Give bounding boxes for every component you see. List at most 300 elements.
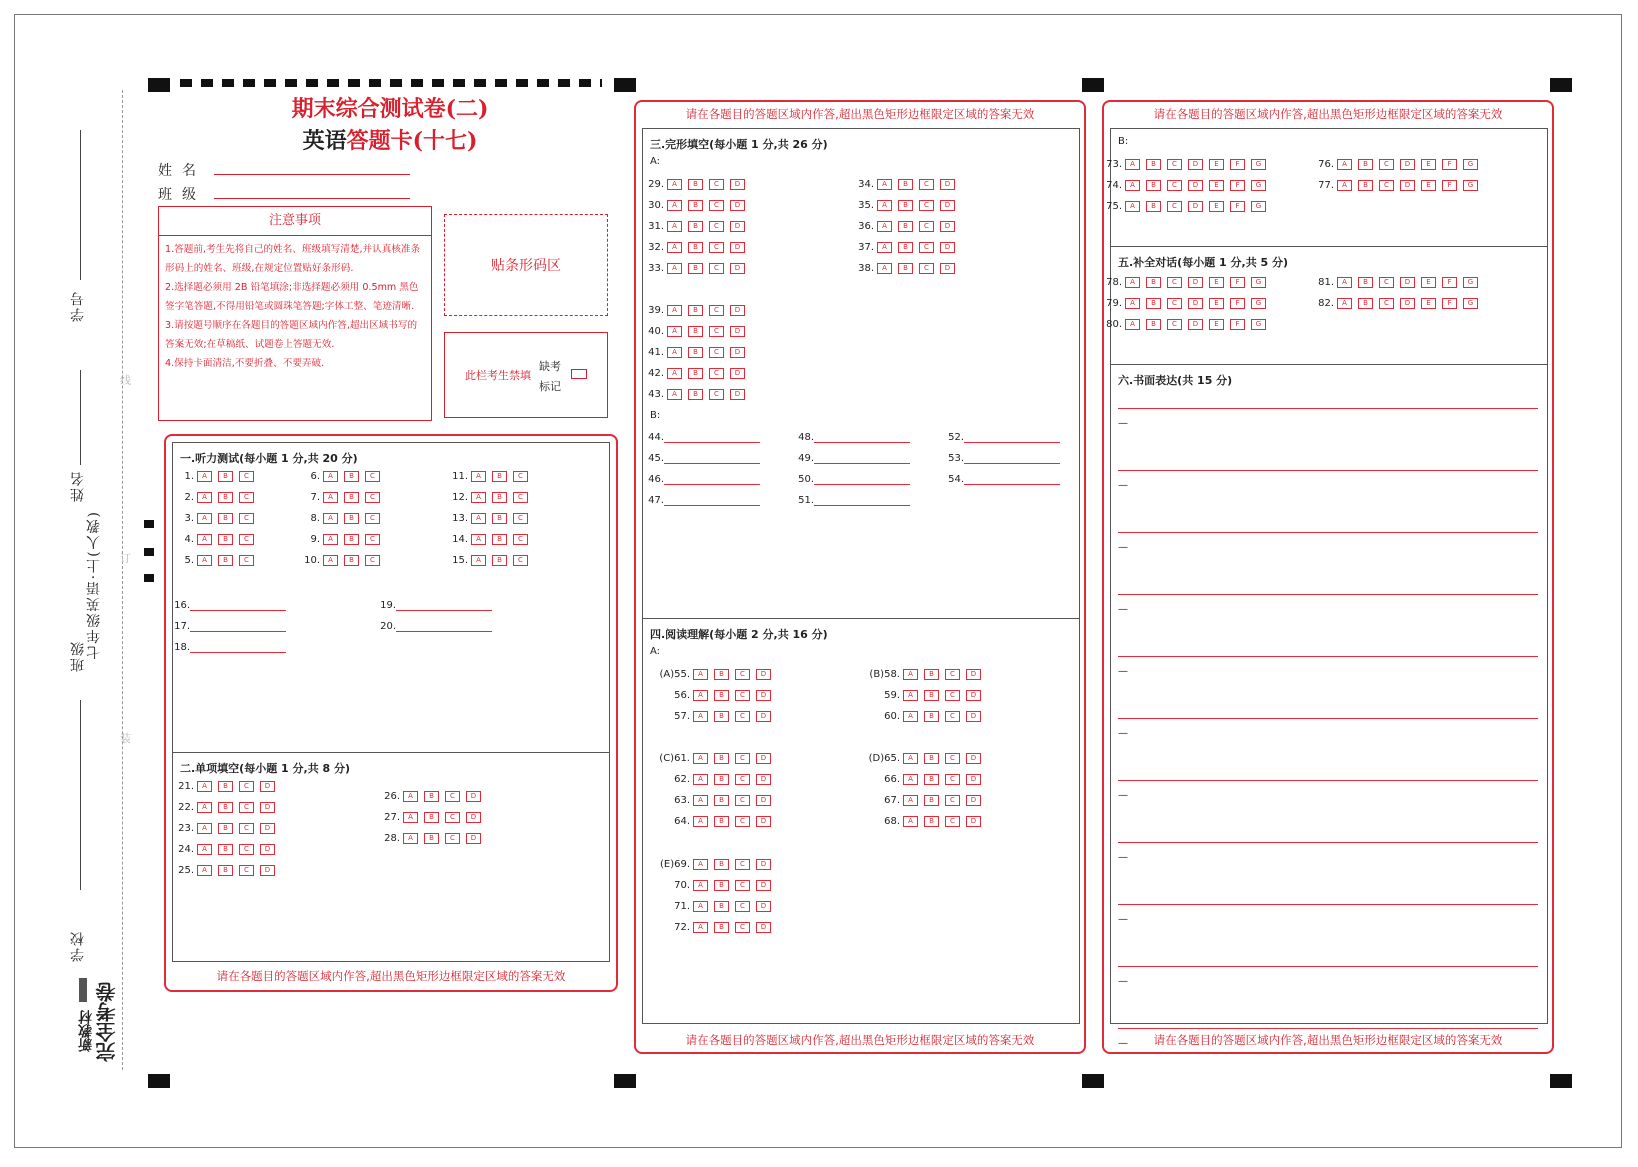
answer-bubble-c[interactable]: C bbox=[1379, 159, 1394, 170]
writing-line[interactable] bbox=[1118, 656, 1538, 657]
answer-bubble-b[interactable]: B bbox=[344, 492, 359, 503]
answer-blank[interactable] bbox=[664, 451, 760, 464]
answer-blank[interactable] bbox=[664, 430, 760, 443]
answer-bubble-a[interactable]: A bbox=[667, 368, 682, 379]
answer-blank[interactable] bbox=[396, 598, 492, 611]
answer-bubble-b[interactable]: B bbox=[492, 471, 507, 482]
answer-bubble-d[interactable]: D bbox=[730, 347, 745, 358]
answer-bubble-c[interactable]: C bbox=[239, 823, 254, 834]
answer-bubble-b[interactable]: B bbox=[1358, 180, 1373, 191]
answer-bubble-c[interactable]: C bbox=[513, 534, 528, 545]
answer-bubble-a[interactable]: A bbox=[877, 200, 892, 211]
answer-bubble-f[interactable]: F bbox=[1230, 319, 1245, 330]
writing-line[interactable] bbox=[1118, 532, 1538, 533]
answer-bubble-d[interactable]: D bbox=[966, 753, 981, 764]
answer-bubble-a[interactable]: A bbox=[667, 242, 682, 253]
answer-bubble-c[interactable]: C bbox=[709, 347, 724, 358]
answer-bubble-a[interactable]: A bbox=[693, 859, 708, 870]
answer-bubble-f[interactable]: F bbox=[1442, 180, 1457, 191]
answer-bubble-g[interactable]: G bbox=[1251, 180, 1266, 191]
answer-bubble-c[interactable]: C bbox=[1167, 319, 1182, 330]
answer-bubble-f[interactable]: F bbox=[1230, 180, 1245, 191]
answer-bubble-b[interactable]: B bbox=[1146, 298, 1161, 309]
answer-bubble-c[interactable]: C bbox=[709, 221, 724, 232]
answer-bubble-c[interactable]: C bbox=[1379, 277, 1394, 288]
answer-bubble-c[interactable]: C bbox=[709, 263, 724, 274]
answer-bubble-a[interactable]: A bbox=[903, 816, 918, 827]
answer-bubble-b[interactable]: B bbox=[688, 242, 703, 253]
answer-bubble-c[interactable]: C bbox=[1167, 201, 1182, 212]
answer-bubble-d[interactable]: D bbox=[966, 669, 981, 680]
answer-bubble-a[interactable]: A bbox=[667, 221, 682, 232]
answer-bubble-a[interactable]: A bbox=[693, 753, 708, 764]
answer-bubble-g[interactable]: G bbox=[1251, 159, 1266, 170]
answer-bubble-c[interactable]: C bbox=[945, 795, 960, 806]
answer-bubble-c[interactable]: C bbox=[709, 200, 724, 211]
answer-blank[interactable] bbox=[190, 598, 286, 611]
answer-bubble-d[interactable]: D bbox=[940, 200, 955, 211]
answer-bubble-b[interactable]: B bbox=[218, 513, 233, 524]
answer-bubble-d[interactable]: D bbox=[1400, 298, 1415, 309]
answer-bubble-c[interactable]: C bbox=[735, 774, 750, 785]
answer-bubble-c[interactable]: C bbox=[239, 844, 254, 855]
answer-bubble-c[interactable]: C bbox=[445, 791, 460, 802]
answer-bubble-c[interactable]: C bbox=[513, 492, 528, 503]
answer-bubble-c[interactable]: C bbox=[735, 816, 750, 827]
answer-bubble-c[interactable]: C bbox=[1167, 159, 1182, 170]
answer-bubble-d[interactable]: D bbox=[466, 791, 481, 802]
answer-bubble-d[interactable]: D bbox=[756, 774, 771, 785]
answer-bubble-c[interactable]: C bbox=[513, 555, 528, 566]
answer-bubble-c[interactable]: C bbox=[239, 471, 254, 482]
writing-line[interactable] bbox=[1118, 594, 1538, 595]
answer-bubble-d[interactable]: D bbox=[940, 242, 955, 253]
answer-bubble-a[interactable]: A bbox=[693, 795, 708, 806]
answer-bubble-a[interactable]: A bbox=[903, 669, 918, 680]
answer-bubble-b[interactable]: B bbox=[714, 901, 729, 912]
answer-bubble-c[interactable]: C bbox=[945, 690, 960, 701]
answer-bubble-d[interactable]: D bbox=[966, 795, 981, 806]
answer-bubble-b[interactable]: B bbox=[898, 179, 913, 190]
answer-blank[interactable] bbox=[190, 640, 286, 653]
answer-bubble-c[interactable]: C bbox=[445, 833, 460, 844]
answer-bubble-d[interactable]: D bbox=[966, 816, 981, 827]
answer-bubble-a[interactable]: A bbox=[197, 534, 212, 545]
answer-bubble-b[interactable]: B bbox=[492, 492, 507, 503]
answer-bubble-a[interactable]: A bbox=[197, 471, 212, 482]
answer-bubble-d[interactable]: D bbox=[730, 326, 745, 337]
answer-bubble-f[interactable]: F bbox=[1442, 277, 1457, 288]
answer-bubble-c[interactable]: C bbox=[945, 753, 960, 764]
answer-bubble-b[interactable]: B bbox=[924, 711, 939, 722]
answer-bubble-a[interactable]: A bbox=[323, 513, 338, 524]
answer-bubble-d[interactable]: D bbox=[466, 833, 481, 844]
answer-bubble-f[interactable]: F bbox=[1442, 159, 1457, 170]
answer-bubble-d[interactable]: D bbox=[756, 859, 771, 870]
answer-bubble-a[interactable]: A bbox=[1125, 319, 1140, 330]
answer-bubble-d[interactable]: D bbox=[940, 263, 955, 274]
answer-bubble-c[interactable]: C bbox=[735, 922, 750, 933]
answer-bubble-a[interactable]: A bbox=[323, 534, 338, 545]
answer-bubble-c[interactable]: C bbox=[709, 179, 724, 190]
answer-bubble-a[interactable]: A bbox=[667, 179, 682, 190]
answer-bubble-b[interactable]: B bbox=[714, 795, 729, 806]
answer-bubble-c[interactable]: C bbox=[1379, 180, 1394, 191]
answer-bubble-d[interactable]: D bbox=[730, 389, 745, 400]
answer-bubble-c[interactable]: C bbox=[709, 389, 724, 400]
answer-bubble-b[interactable]: B bbox=[218, 555, 233, 566]
answer-bubble-b[interactable]: B bbox=[424, 791, 439, 802]
answer-bubble-d[interactable]: D bbox=[966, 711, 981, 722]
answer-bubble-b[interactable]: B bbox=[344, 471, 359, 482]
answer-bubble-a[interactable]: A bbox=[903, 690, 918, 701]
answer-bubble-a[interactable]: A bbox=[903, 753, 918, 764]
answer-bubble-b[interactable]: B bbox=[218, 865, 233, 876]
answer-bubble-d[interactable]: D bbox=[1400, 277, 1415, 288]
answer-bubble-b[interactable]: B bbox=[1358, 159, 1373, 170]
answer-bubble-c[interactable]: C bbox=[239, 534, 254, 545]
answer-bubble-c[interactable]: C bbox=[709, 242, 724, 253]
answer-bubble-b[interactable]: B bbox=[924, 753, 939, 764]
answer-bubble-c[interactable]: C bbox=[735, 711, 750, 722]
answer-bubble-d[interactable]: D bbox=[730, 221, 745, 232]
answer-bubble-a[interactable]: A bbox=[667, 389, 682, 400]
answer-bubble-a[interactable]: A bbox=[403, 833, 418, 844]
answer-bubble-e[interactable]: E bbox=[1209, 180, 1224, 191]
answer-bubble-c[interactable]: C bbox=[919, 242, 934, 253]
answer-bubble-b[interactable]: B bbox=[714, 880, 729, 891]
answer-bubble-c[interactable]: C bbox=[945, 774, 960, 785]
answer-bubble-a[interactable]: A bbox=[197, 823, 212, 834]
answer-bubble-b[interactable]: B bbox=[688, 305, 703, 316]
writing-line[interactable] bbox=[1118, 966, 1538, 967]
answer-bubble-a[interactable]: A bbox=[197, 844, 212, 855]
answer-bubble-b[interactable]: B bbox=[218, 781, 233, 792]
answer-bubble-g[interactable]: G bbox=[1251, 298, 1266, 309]
answer-bubble-e[interactable]: E bbox=[1421, 159, 1436, 170]
answer-bubble-a[interactable]: A bbox=[693, 669, 708, 680]
answer-blank[interactable] bbox=[814, 430, 910, 443]
answer-bubble-d[interactable]: D bbox=[1188, 180, 1203, 191]
answer-bubble-e[interactable]: E bbox=[1209, 319, 1224, 330]
answer-bubble-c[interactable]: C bbox=[919, 263, 934, 274]
answer-bubble-c[interactable]: C bbox=[239, 865, 254, 876]
answer-bubble-a[interactable]: A bbox=[197, 555, 212, 566]
answer-bubble-b[interactable]: B bbox=[898, 263, 913, 274]
answer-bubble-b[interactable]: B bbox=[688, 326, 703, 337]
answer-blank[interactable] bbox=[664, 472, 760, 485]
answer-bubble-c[interactable]: C bbox=[919, 221, 934, 232]
answer-bubble-b[interactable]: B bbox=[898, 242, 913, 253]
answer-bubble-b[interactable]: B bbox=[714, 690, 729, 701]
answer-bubble-f[interactable]: F bbox=[1230, 277, 1245, 288]
answer-bubble-b[interactable]: B bbox=[1146, 319, 1161, 330]
answer-bubble-c[interactable]: C bbox=[919, 200, 934, 211]
answer-bubble-b[interactable]: B bbox=[218, 802, 233, 813]
answer-bubble-a[interactable]: A bbox=[1125, 159, 1140, 170]
answer-blank[interactable] bbox=[964, 472, 1060, 485]
answer-bubble-c[interactable]: C bbox=[1167, 277, 1182, 288]
answer-bubble-g[interactable]: G bbox=[1463, 277, 1478, 288]
answer-bubble-f[interactable]: F bbox=[1442, 298, 1457, 309]
answer-bubble-b[interactable]: B bbox=[688, 389, 703, 400]
answer-bubble-a[interactable]: A bbox=[877, 221, 892, 232]
answer-bubble-b[interactable]: B bbox=[344, 513, 359, 524]
answer-bubble-d[interactable]: D bbox=[756, 690, 771, 701]
answer-bubble-d[interactable]: D bbox=[466, 812, 481, 823]
answer-bubble-d[interactable]: D bbox=[756, 711, 771, 722]
answer-bubble-e[interactable]: E bbox=[1209, 298, 1224, 309]
answer-bubble-d[interactable]: D bbox=[966, 690, 981, 701]
answer-bubble-a[interactable]: A bbox=[667, 263, 682, 274]
answer-bubble-a[interactable]: A bbox=[323, 471, 338, 482]
answer-bubble-c[interactable]: C bbox=[365, 513, 380, 524]
answer-bubble-a[interactable]: A bbox=[1337, 180, 1352, 191]
answer-bubble-d[interactable]: D bbox=[1400, 159, 1415, 170]
answer-bubble-g[interactable]: G bbox=[1251, 201, 1266, 212]
answer-bubble-f[interactable]: F bbox=[1230, 201, 1245, 212]
answer-blank[interactable] bbox=[664, 493, 760, 506]
answer-bubble-c[interactable]: C bbox=[239, 781, 254, 792]
writing-line[interactable] bbox=[1118, 718, 1538, 719]
answer-bubble-d[interactable]: D bbox=[730, 242, 745, 253]
answer-bubble-d[interactable]: D bbox=[940, 179, 955, 190]
answer-bubble-d[interactable]: D bbox=[756, 753, 771, 764]
answer-bubble-b[interactable]: B bbox=[688, 347, 703, 358]
answer-bubble-d[interactable]: D bbox=[260, 844, 275, 855]
answer-bubble-a[interactable]: A bbox=[1125, 201, 1140, 212]
answer-bubble-c[interactable]: C bbox=[735, 690, 750, 701]
answer-bubble-a[interactable]: A bbox=[903, 711, 918, 722]
answer-bubble-c[interactable]: C bbox=[513, 471, 528, 482]
answer-bubble-c[interactable]: C bbox=[735, 753, 750, 764]
answer-bubble-d[interactable]: D bbox=[730, 200, 745, 211]
answer-bubble-b[interactable]: B bbox=[1146, 277, 1161, 288]
answer-bubble-c[interactable]: C bbox=[365, 492, 380, 503]
answer-blank[interactable] bbox=[814, 451, 910, 464]
answer-bubble-c[interactable]: C bbox=[239, 555, 254, 566]
answer-bubble-a[interactable]: A bbox=[471, 492, 486, 503]
answer-bubble-c[interactable]: C bbox=[239, 802, 254, 813]
answer-bubble-e[interactable]: E bbox=[1421, 298, 1436, 309]
class-field[interactable] bbox=[214, 198, 410, 199]
answer-bubble-b[interactable]: B bbox=[218, 471, 233, 482]
writing-line[interactable] bbox=[1118, 780, 1538, 781]
answer-blank[interactable] bbox=[814, 493, 910, 506]
answer-bubble-b[interactable]: B bbox=[218, 823, 233, 834]
answer-bubble-d[interactable]: D bbox=[756, 669, 771, 680]
answer-bubble-a[interactable]: A bbox=[403, 791, 418, 802]
answer-bubble-d[interactable]: D bbox=[1188, 277, 1203, 288]
answer-bubble-b[interactable]: B bbox=[1358, 277, 1373, 288]
answer-bubble-b[interactable]: B bbox=[688, 263, 703, 274]
answer-bubble-a[interactable]: A bbox=[1337, 277, 1352, 288]
answer-blank[interactable] bbox=[814, 472, 910, 485]
answer-bubble-c[interactable]: C bbox=[239, 513, 254, 524]
answer-bubble-a[interactable]: A bbox=[693, 922, 708, 933]
answer-bubble-b[interactable]: B bbox=[898, 221, 913, 232]
answer-bubble-b[interactable]: B bbox=[1146, 180, 1161, 191]
answer-bubble-b[interactable]: B bbox=[492, 534, 507, 545]
answer-bubble-f[interactable]: F bbox=[1230, 298, 1245, 309]
answer-bubble-b[interactable]: B bbox=[714, 816, 729, 827]
answer-bubble-b[interactable]: B bbox=[1146, 201, 1161, 212]
answer-bubble-a[interactable]: A bbox=[197, 865, 212, 876]
answer-bubble-a[interactable]: A bbox=[693, 816, 708, 827]
answer-bubble-g[interactable]: G bbox=[1463, 298, 1478, 309]
answer-bubble-b[interactable]: B bbox=[688, 221, 703, 232]
answer-bubble-a[interactable]: A bbox=[693, 880, 708, 891]
answer-bubble-d[interactable]: D bbox=[1188, 298, 1203, 309]
answer-bubble-a[interactable]: A bbox=[667, 305, 682, 316]
answer-bubble-a[interactable]: A bbox=[471, 555, 486, 566]
answer-bubble-b[interactable]: B bbox=[492, 513, 507, 524]
answer-bubble-b[interactable]: B bbox=[688, 368, 703, 379]
answer-bubble-b[interactable]: B bbox=[424, 812, 439, 823]
answer-bubble-a[interactable]: A bbox=[877, 242, 892, 253]
answer-bubble-b[interactable]: B bbox=[424, 833, 439, 844]
answer-bubble-b[interactable]: B bbox=[688, 179, 703, 190]
answer-bubble-a[interactable]: A bbox=[693, 690, 708, 701]
answer-bubble-b[interactable]: B bbox=[898, 200, 913, 211]
answer-bubble-e[interactable]: E bbox=[1421, 180, 1436, 191]
answer-bubble-a[interactable]: A bbox=[197, 781, 212, 792]
answer-bubble-b[interactable]: B bbox=[344, 534, 359, 545]
answer-bubble-a[interactable]: A bbox=[667, 326, 682, 337]
answer-bubble-d[interactable]: D bbox=[756, 901, 771, 912]
answer-bubble-a[interactable]: A bbox=[197, 513, 212, 524]
answer-bubble-c[interactable]: C bbox=[945, 711, 960, 722]
answer-bubble-f[interactable]: F bbox=[1230, 159, 1245, 170]
answer-bubble-a[interactable]: A bbox=[1337, 159, 1352, 170]
writing-line[interactable] bbox=[1118, 408, 1538, 409]
answer-bubble-a[interactable]: A bbox=[877, 263, 892, 274]
answer-bubble-a[interactable]: A bbox=[403, 812, 418, 823]
absent-checkbox[interactable] bbox=[571, 369, 587, 379]
name-field[interactable] bbox=[214, 174, 410, 175]
answer-bubble-b[interactable]: B bbox=[714, 922, 729, 933]
answer-blank[interactable] bbox=[964, 451, 1060, 464]
answer-bubble-b[interactable]: B bbox=[714, 859, 729, 870]
answer-bubble-b[interactable]: B bbox=[924, 795, 939, 806]
answer-bubble-d[interactable]: D bbox=[756, 880, 771, 891]
answer-bubble-a[interactable]: A bbox=[197, 802, 212, 813]
writing-line[interactable] bbox=[1118, 470, 1538, 471]
answer-bubble-a[interactable]: A bbox=[667, 347, 682, 358]
answer-bubble-c[interactable]: C bbox=[513, 513, 528, 524]
answer-bubble-a[interactable]: A bbox=[1125, 298, 1140, 309]
answer-bubble-d[interactable]: D bbox=[940, 221, 955, 232]
answer-bubble-d[interactable]: D bbox=[260, 865, 275, 876]
answer-bubble-c[interactable]: C bbox=[735, 901, 750, 912]
answer-bubble-e[interactable]: E bbox=[1209, 159, 1224, 170]
answer-bubble-a[interactable]: A bbox=[693, 901, 708, 912]
answer-bubble-b[interactable]: B bbox=[714, 774, 729, 785]
answer-bubble-c[interactable]: C bbox=[365, 471, 380, 482]
answer-bubble-c[interactable]: C bbox=[365, 555, 380, 566]
answer-bubble-a[interactable]: A bbox=[471, 513, 486, 524]
answer-bubble-c[interactable]: C bbox=[709, 305, 724, 316]
answer-bubble-b[interactable]: B bbox=[924, 774, 939, 785]
answer-bubble-d[interactable]: D bbox=[260, 781, 275, 792]
answer-bubble-e[interactable]: E bbox=[1209, 201, 1224, 212]
answer-bubble-c[interactable]: C bbox=[919, 179, 934, 190]
answer-bubble-a[interactable]: A bbox=[693, 711, 708, 722]
answer-bubble-c[interactable]: C bbox=[735, 880, 750, 891]
answer-bubble-c[interactable]: C bbox=[365, 534, 380, 545]
answer-bubble-g[interactable]: G bbox=[1251, 277, 1266, 288]
answer-bubble-e[interactable]: E bbox=[1209, 277, 1224, 288]
writing-line[interactable] bbox=[1118, 904, 1538, 905]
writing-line[interactable] bbox=[1118, 842, 1538, 843]
answer-bubble-a[interactable]: A bbox=[877, 179, 892, 190]
answer-bubble-a[interactable]: A bbox=[667, 200, 682, 211]
answer-blank[interactable] bbox=[190, 619, 286, 632]
answer-bubble-d[interactable]: D bbox=[260, 823, 275, 834]
answer-bubble-a[interactable]: A bbox=[1125, 277, 1140, 288]
answer-bubble-b[interactable]: B bbox=[1146, 159, 1161, 170]
answer-bubble-a[interactable]: A bbox=[903, 774, 918, 785]
answer-bubble-d[interactable]: D bbox=[1400, 180, 1415, 191]
answer-bubble-c[interactable]: C bbox=[945, 816, 960, 827]
answer-bubble-a[interactable]: A bbox=[693, 774, 708, 785]
answer-bubble-a[interactable]: A bbox=[323, 492, 338, 503]
answer-bubble-d[interactable]: D bbox=[756, 922, 771, 933]
answer-bubble-b[interactable]: B bbox=[714, 711, 729, 722]
answer-bubble-b[interactable]: B bbox=[1358, 298, 1373, 309]
answer-bubble-d[interactable]: D bbox=[1188, 159, 1203, 170]
answer-bubble-b[interactable]: B bbox=[218, 492, 233, 503]
answer-bubble-c[interactable]: C bbox=[709, 326, 724, 337]
answer-bubble-c[interactable]: C bbox=[1379, 298, 1394, 309]
answer-bubble-d[interactable]: D bbox=[730, 179, 745, 190]
answer-blank[interactable] bbox=[964, 430, 1060, 443]
answer-bubble-b[interactable]: B bbox=[492, 555, 507, 566]
answer-bubble-c[interactable]: C bbox=[239, 492, 254, 503]
answer-bubble-a[interactable]: A bbox=[471, 534, 486, 545]
answer-bubble-c[interactable]: C bbox=[1167, 180, 1182, 191]
answer-bubble-b[interactable]: B bbox=[714, 669, 729, 680]
answer-bubble-d[interactable]: D bbox=[966, 774, 981, 785]
writing-line[interactable] bbox=[1118, 1028, 1538, 1029]
answer-bubble-d[interactable]: D bbox=[756, 795, 771, 806]
answer-bubble-b[interactable]: B bbox=[218, 534, 233, 545]
answer-bubble-g[interactable]: G bbox=[1251, 319, 1266, 330]
answer-bubble-b[interactable]: B bbox=[714, 753, 729, 764]
answer-bubble-c[interactable]: C bbox=[445, 812, 460, 823]
answer-bubble-d[interactable]: D bbox=[730, 305, 745, 316]
answer-bubble-b[interactable]: B bbox=[924, 690, 939, 701]
answer-bubble-g[interactable]: G bbox=[1463, 159, 1478, 170]
answer-bubble-c[interactable]: C bbox=[945, 669, 960, 680]
answer-bubble-d[interactable]: D bbox=[1188, 201, 1203, 212]
answer-bubble-d[interactable]: D bbox=[730, 263, 745, 274]
answer-bubble-b[interactable]: B bbox=[688, 200, 703, 211]
answer-blank[interactable] bbox=[396, 619, 492, 632]
answer-bubble-d[interactable]: D bbox=[1188, 319, 1203, 330]
answer-bubble-c[interactable]: C bbox=[709, 368, 724, 379]
answer-bubble-a[interactable]: A bbox=[1337, 298, 1352, 309]
answer-bubble-d[interactable]: D bbox=[756, 816, 771, 827]
answer-bubble-a[interactable]: A bbox=[903, 795, 918, 806]
answer-bubble-a[interactable]: A bbox=[323, 555, 338, 566]
answer-bubble-a[interactable]: A bbox=[1125, 180, 1140, 191]
answer-bubble-a[interactable]: A bbox=[471, 471, 486, 482]
answer-bubble-a[interactable]: A bbox=[197, 492, 212, 503]
answer-bubble-c[interactable]: C bbox=[735, 795, 750, 806]
answer-bubble-b[interactable]: B bbox=[218, 844, 233, 855]
answer-bubble-g[interactable]: G bbox=[1463, 180, 1478, 191]
